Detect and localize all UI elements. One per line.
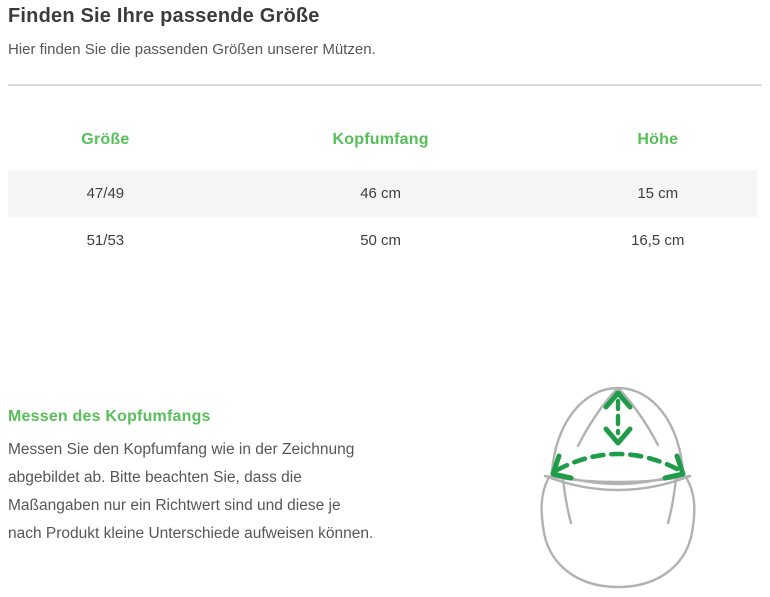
cap-drawing [528,376,738,594]
cap-ear-flap-right [668,479,676,523]
cell-kopfumfang: 46 cm [360,185,402,202]
size-table [8,110,757,264]
section-divider [8,84,762,86]
column-header-hoehe: Höhe [637,131,679,148]
measure-section-body: Messen Sie den Kopfumfang wie in der Zeichnung abgebildet ab. Bitte beachten Sie, dass die Maßangaben nur ein Richtwert sind und diese je nach Produkt kleine Unterschiede aufweisen können. [8,441,374,542]
size-table-header-row [8,110,757,170]
cell-groesse: 47/49 [86,185,125,202]
measure-section-heading: Messen des Kopfumfangs [8,408,211,425]
table-row [8,217,757,264]
page-subtitle: Hier finden Sie die passenden Größen unserer Mützen. [8,41,376,58]
column-header-kopfumfang: Kopfumfang [332,131,429,148]
cell-hoehe: 15 cm [637,185,679,202]
column-header-groesse: Größe [81,131,130,148]
cap-ear-flap-left [563,479,571,523]
height-arrow-icon [606,393,630,443]
cell-hoehe: 16,5 cm [631,232,685,249]
cell-groesse: 51/53 [86,232,125,249]
measurement-arrows [553,393,683,478]
cap-measurement-illustration [528,376,738,594]
page-title: Finden Sie Ihre passende Größe [8,5,320,27]
cell-kopfumfang: 50 cm [360,232,402,249]
table-row [8,170,757,217]
circumference-arrow-icon [553,454,683,478]
